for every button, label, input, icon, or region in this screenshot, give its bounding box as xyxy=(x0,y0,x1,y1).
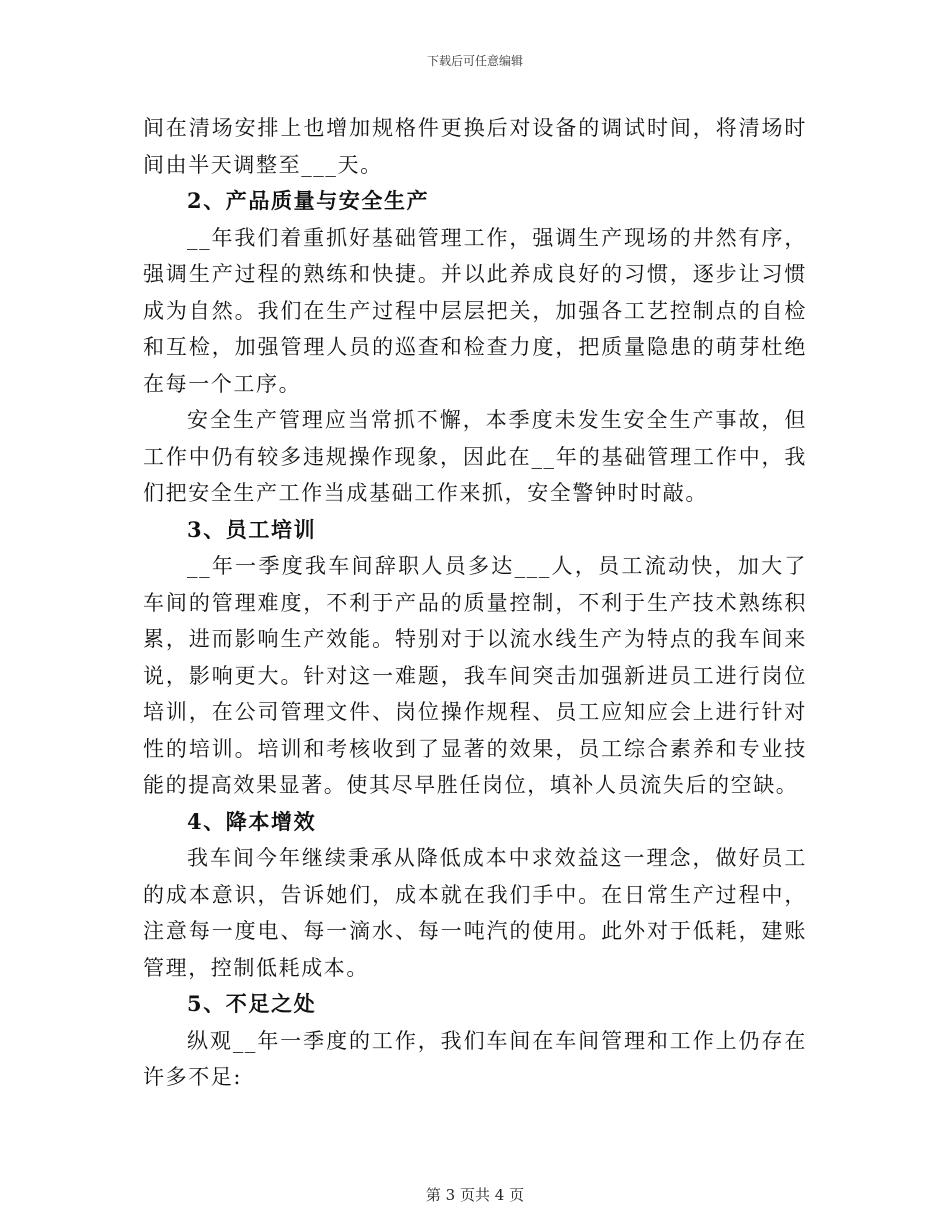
paragraph-continued: 间在清场安排上也增加规格件更换后对设备的调试时间，将清场时间由半天调整至___天。 xyxy=(143,116,807,177)
paragraph-training: __年一季度我车间辞职人员多达___人，员工流动快，加大了车间的管理难度，不利于产品的质量控制，不利于生产技术熟练积累，进而影响生产效能。特别对于以流水线生产为特点的我车间来说，影响更大。针对这一难题，我车间突击加强新进员工进行岗位培训，在公司管理文件、岗位操作规程、员工应知应会上进行针对性的培训。培训和考核收到了显著的效果，员工综合素养和专业技能的提高效果显著。使其尽早胜任岗位，填补人员流失后的空缺。 xyxy=(143,554,807,797)
paragraph-quality: __年我们着重抓好基础管理工作，强调生产现场的井然有序，强调生产过程的熟练和快捷。并以此养成良好的习惯，逐步让习惯成为自然。我们在生产过程中层层把关，加强各工艺控制点的自检和互检，加强管理人员的巡查和检查力度，把质量隐患的萌芽杜绝在每一个工序。 xyxy=(143,225,807,396)
document-body xyxy=(143,110,807,1096)
page-footer: 第 3 页共 4 页 xyxy=(425,1186,525,1204)
section-heading-cost-reduction: 4、降本增效 xyxy=(187,808,317,834)
section-heading-shortcomings: 5、不足之处 xyxy=(187,991,317,1016)
page-header: 下载后可任意编辑 xyxy=(426,54,523,68)
section-heading-quality-safety: 2、产品质量与安全生产 xyxy=(187,188,430,213)
section-heading-training: 3、员工培训 xyxy=(187,516,317,542)
paragraph-safety: 安全生产管理应当常抓不懈，本季度未发生安全生产事故，但工作中仍有较多违规操作现象，因此在__年的基础管理工作中，我们把安全生产工作当成基础工作来抓，安全警钟时时敲。 xyxy=(143,408,807,505)
paragraph-shortcomings: 纵观__年一季度的工作，我们车间在车间管理和工作上仍存在许多不足: xyxy=(143,1028,807,1089)
paragraph-cost-reduction: 我车间今年继续秉承从降低成本中求效益这一理念，做好员工的成本意识，告诉她们，成本就在我们手中。在日常生产过程中，注意每一度电、每一滴水、每一吨汽的使用。此外对于低耗，建账管理，控制低耗成本。 xyxy=(143,846,807,980)
